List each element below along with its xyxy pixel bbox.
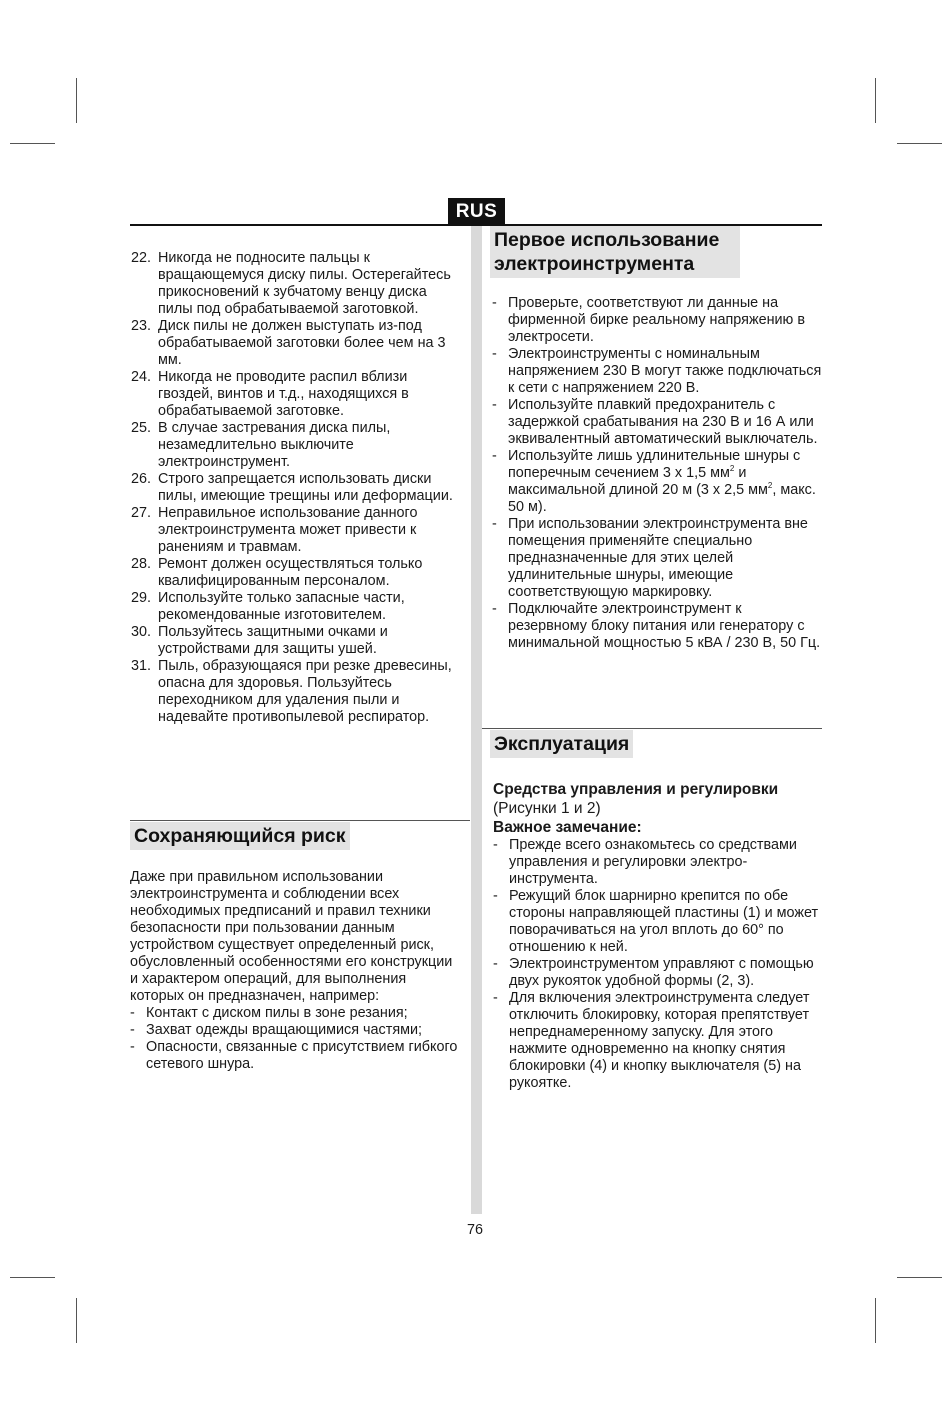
section-heading-residual-risk: Сохраняющийся риск	[130, 822, 350, 850]
crop-mark	[10, 1277, 55, 1278]
residual-risk-paragraph: Даже при правильном использовании электроинструмента и соблюдении всех необходимых предписаний и правил техники безопасности при пользовании данным устройством существует определенный риск, обусловленный особенностями его конструкции и характером операций, для выполнения которых он предназначен, например:	[130, 869, 453, 1004]
section-heading-operation: Эксплуатация	[490, 730, 633, 758]
column-divider	[471, 226, 482, 1214]
list-item: 29. Используйте только запасные части, рекомендованные изготовителем.	[131, 590, 405, 623]
list-item: - Прежде всего ознакомьтесь со средствами управления и регулировки электро-инструмента.	[493, 837, 823, 888]
crop-mark	[76, 1298, 77, 1343]
figures-reference: (Рисунки 1 и 2)	[493, 800, 601, 817]
crop-mark	[875, 1298, 876, 1343]
list-item: - Используйте лишь удлинительные шнуры с поперечным сечением 3 x 1,5 $мм^2$ и максимальной длиной 20 м (3 x 2,5 $мм^2$, макс. 50 м).	[492, 448, 822, 516]
page-number: 76	[466, 1222, 483, 1238]
list-item: - Электроинструменты с номинальным напряжением 230 В могут также подключаться к сети с напряжением 220 В.	[492, 346, 822, 397]
list-item: - Режущий блок шарнирно крепится по обе стороны направляющей пластины (1) и может поворачиваться на угол вплоть до 60° по отношению к ней.	[493, 888, 823, 956]
list-item: - Захват одежды вращающимися частями;	[130, 1022, 460, 1039]
list-item: 31. Пыль, образующаяся при резке древесины, опасна для здоровья. Пользуйтесь переходником для удаления пыли и надевайте противопылевой респиратор.	[131, 658, 452, 725]
safety-list	[131, 250, 459, 726]
crop-mark	[897, 143, 942, 144]
controls-subheading: Средства управления и регулировки	[493, 781, 779, 798]
list-item: 22. Никогда не подносите пальцы к вращающемуся диску пилы. Остерегайтесь прикосновений к зубчатому венцу диска пилы под обрабатываемой заготовкой.	[131, 250, 451, 317]
list-item: 23. Диск пилы не должен выступать из-под обрабатываемой заготовки более чем на 3 мм.	[131, 318, 446, 368]
section-rule	[482, 728, 822, 729]
operation-body	[493, 780, 823, 1092]
section-heading-first-use: Первое использование электроинструмента	[490, 226, 740, 278]
list-item: - Для включения электроинструмента следует отключить блокировку, которая препятствует непреднамеренному запуску. Для этого нажмите одновременно на кнопку снятия блокировки (4) и кнопку выключателя (5) на рукоятке.	[493, 990, 823, 1092]
list-item: - Контакт с диском пилы в зоне резания;	[130, 1005, 460, 1022]
first-use-list	[492, 295, 822, 652]
crop-mark	[10, 143, 55, 144]
important-note-label: Важное замечание:	[493, 819, 642, 836]
list-item: 25. В случае застревания диска пилы, незамедлительно выключите электроинструмент.	[131, 420, 391, 470]
list-item: - Используйте плавкий предохранитель с задержкой срабатывания на 230 В и 16 А или эквивалентный автоматический выключатель.	[492, 397, 822, 448]
risk-list	[130, 1005, 460, 1073]
list-item: 27. Неправильное использование данного электроинструмента может привести к ранениям и травмам.	[131, 505, 418, 555]
crop-mark	[897, 1277, 942, 1278]
list-item: 24. Никогда не проводите распил вблизи гвоздей, винтов и т.д., находящихся в обрабатываемой заготовке.	[131, 369, 409, 419]
operation-list	[493, 837, 823, 1092]
first-use-body	[492, 295, 822, 652]
crop-mark	[875, 78, 876, 123]
list-item: - При использовании электроинструмента вне помещения применяйте специально предназначенные для этих целей удлинительные шнуры, имеющие соответствующую маркировку.	[492, 516, 822, 601]
left-column	[131, 250, 459, 726]
language-badge: RUS	[448, 198, 505, 225]
list-item: 26. Строго запрещается использовать диски пилы, имеющие трещины или деформации.	[131, 471, 453, 504]
list-item: - Подключайте электроинструмент к резервному блоку питания или генератору с минимальной мощностью 5 кВА / 230 В, 50 Гц.	[492, 601, 822, 652]
list-item: - Проверьте, соответствуют ли данные на фирменной бирке реальному напряжению в электросети.	[492, 295, 822, 346]
residual-risk-body	[130, 869, 460, 1073]
crop-mark	[76, 78, 77, 123]
list-item: - Электроинструментом управляют с помощью двух рукояток удобной формы (2, 3).	[493, 956, 823, 990]
section-rule	[130, 820, 470, 821]
list-item: - Опасности, связанные с присутствием гибкого сетевого шнура.	[130, 1039, 460, 1073]
list-item: 30. Пользуйтесь защитными очками и устройствами для защиты ушей.	[131, 624, 388, 657]
list-item: 28. Ремонт должен осуществляться только квалифицированным персоналом.	[131, 556, 423, 589]
